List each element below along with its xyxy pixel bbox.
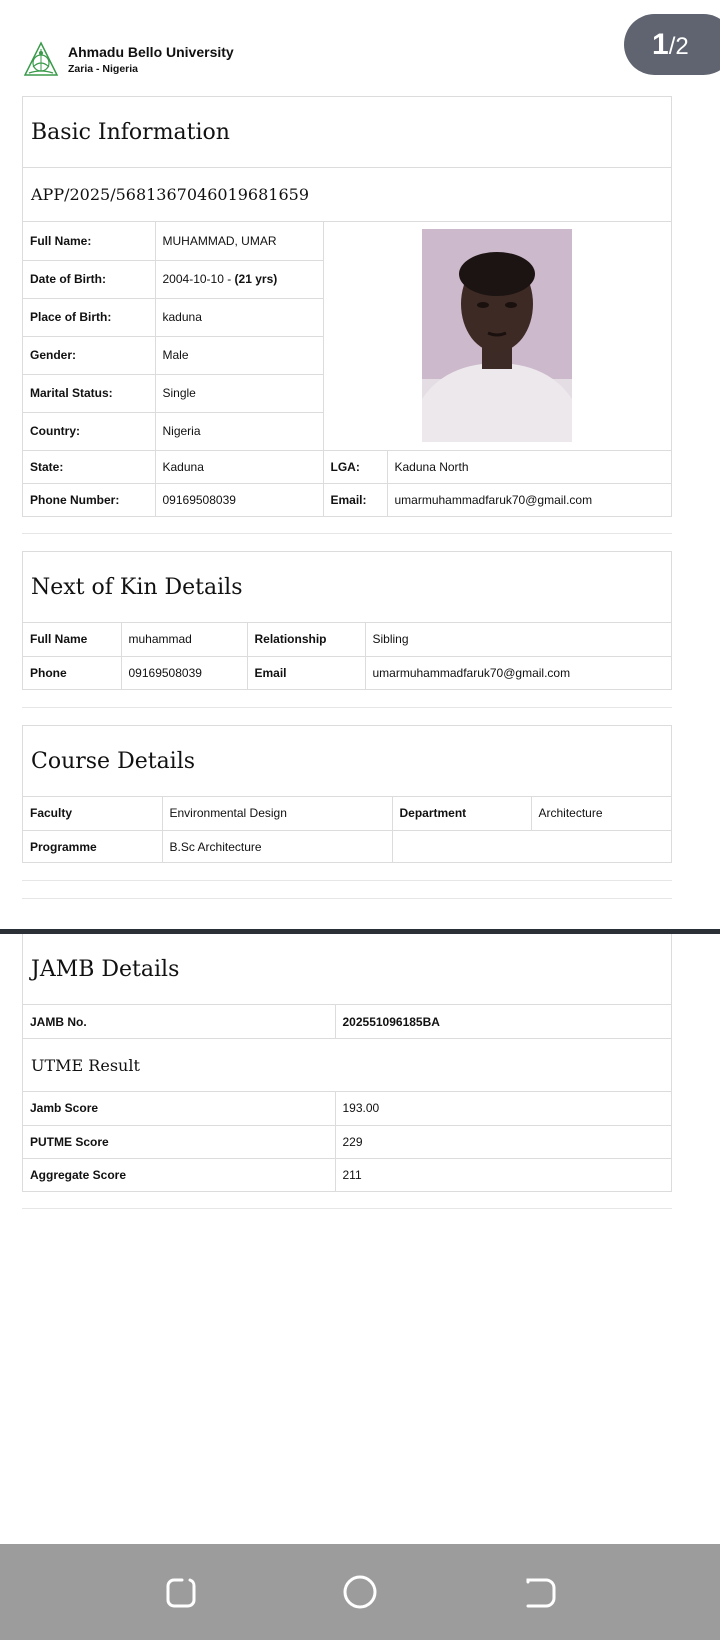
lga-value: Kaduna North: [387, 450, 671, 483]
applicant-photo: [422, 229, 572, 442]
kin-relationship-label: Relationship: [247, 623, 365, 656]
table-row: [23, 623, 671, 656]
kin-full-name-value: muhammad: [121, 623, 247, 656]
date-of-birth-label: Date of Birth:: [23, 260, 155, 298]
full-name-label: Full Name:: [23, 222, 155, 260]
next-of-kin-title: Next of Kin Details: [23, 552, 671, 623]
page-indicator: [624, 14, 720, 75]
programme-value: B.Sc Architecture: [162, 830, 392, 863]
table-row: [23, 1158, 671, 1191]
jamb-details-section: [22, 934, 672, 1192]
university-logo-icon: [22, 41, 60, 79]
gender-value: Male: [155, 336, 323, 374]
lga-label: LGA:: [323, 450, 387, 483]
table-row: [23, 222, 671, 260]
basic-information-section: [22, 96, 672, 517]
department-value: Architecture: [531, 797, 671, 830]
phone-number-label: Phone Number:: [23, 483, 155, 516]
next-of-kin-table: [23, 623, 671, 689]
dob-text: 2004-10-10 -: [162, 272, 235, 286]
gender-label: Gender:: [23, 336, 155, 374]
application-number: APP/2025/5681367046019681659: [23, 168, 671, 222]
state-label: State:: [23, 450, 155, 483]
recent-apps-icon[interactable]: [160, 1572, 200, 1612]
department-label: Department: [392, 797, 531, 830]
table-row: [23, 450, 671, 483]
place-of-birth-label: Place of Birth:: [23, 298, 155, 336]
home-icon[interactable]: [340, 1572, 380, 1612]
university-location: Zaria - Nigeria: [68, 63, 139, 75]
table-row: [23, 1005, 671, 1038]
country-value: Nigeria: [155, 412, 323, 450]
phone-number-value: 09169508039: [155, 483, 323, 516]
course-details-table: [23, 797, 671, 863]
total-pages: /2: [668, 33, 689, 60]
basic-information-title: Basic Information: [23, 97, 671, 168]
email-value: umarmuhammadfaruk70@gmail.com: [387, 483, 671, 516]
faculty-label: Faculty: [23, 797, 162, 830]
kin-phone-value: 09169508039: [121, 656, 247, 689]
jamb-number-table: [23, 1005, 671, 1038]
divider: [22, 880, 672, 881]
kin-relationship-value: Sibling: [365, 623, 671, 656]
course-details-section: [22, 725, 672, 863]
table-row: [23, 656, 671, 689]
jamb-number-value: 202551096185BA: [335, 1005, 671, 1038]
table-row: [23, 830, 671, 863]
full-name-value: MUHAMMAD, UMAR: [155, 222, 323, 260]
utme-result-table: [23, 1092, 671, 1191]
table-row: [23, 1092, 671, 1125]
divider: [22, 533, 672, 534]
utme-result-title: UTME Result: [23, 1038, 671, 1092]
next-of-kin-section: [22, 551, 672, 690]
place-of-birth-value: kaduna: [155, 298, 323, 336]
jamb-score-label: Jamb Score: [23, 1092, 335, 1125]
aggregate-score-label: Aggregate Score: [23, 1158, 335, 1191]
kin-full-name-label: Full Name: [23, 623, 121, 656]
kin-phone-label: Phone: [23, 656, 121, 689]
navigation-bar: [0, 1544, 720, 1640]
current-page: 1: [652, 28, 669, 61]
table-row: [23, 797, 671, 830]
aggregate-score-value: 211: [335, 1158, 671, 1191]
faculty-value: Environmental Design: [162, 797, 392, 830]
divider: [22, 898, 672, 899]
empty-cell: [392, 830, 671, 863]
country-label: Country:: [23, 412, 155, 450]
marital-status-value: Single: [155, 374, 323, 412]
photo-cell: [323, 222, 671, 450]
putme-score-label: PUTME Score: [23, 1125, 335, 1158]
back-icon[interactable]: [520, 1572, 560, 1612]
header: [22, 40, 234, 80]
divider: [22, 1208, 672, 1209]
date-of-birth-value: [155, 260, 323, 298]
kin-email-label: Email: [247, 656, 365, 689]
putme-score-value: 229: [335, 1125, 671, 1158]
course-details-title: Course Details: [23, 726, 671, 797]
programme-label: Programme: [23, 830, 162, 863]
marital-status-label: Marital Status:: [23, 374, 155, 412]
jamb-score-value: 193.00: [335, 1092, 671, 1125]
age-text: (21 yrs): [234, 272, 278, 286]
table-row: [23, 483, 671, 516]
university-name: Ahmadu Bello University: [68, 44, 234, 60]
divider: [22, 707, 672, 708]
jamb-number-label: JAMB No.: [23, 1005, 335, 1038]
kin-email-value: umarmuhammadfaruk70@gmail.com: [365, 656, 671, 689]
table-row: [23, 1125, 671, 1158]
jamb-details-title: JAMB Details: [23, 934, 671, 1005]
email-label: Email:: [323, 483, 387, 516]
state-value: Kaduna: [155, 450, 323, 483]
basic-information-table: [23, 222, 671, 516]
